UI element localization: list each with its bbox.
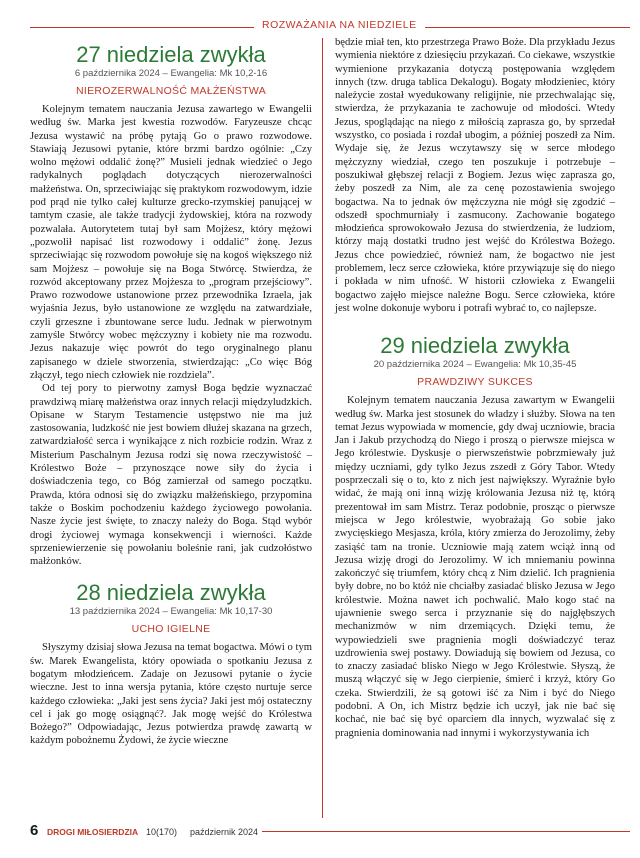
article-28 [30,580,312,747]
left-column [30,42,312,748]
page-footer [30,822,630,842]
article-kicker: NIEROZERWALNOŚĆ MAŁŻEŃSTWA [75,85,266,97]
article-title: 27 niedziela zwykła [76,42,266,67]
article-kicker: UCHO IGIELNE [131,623,211,636]
article-paragraph: Od tej pory to pierwotny zamysł Boga będzie wyznaczać prawdziwą miarę małżeństwa oraz innych relacji międzyludzkich. Opisane w Starym Testamencie ustępstwo nie ma już zastosowania, ludzkość nie jest bowiem dłużej skazana na grzech, zatwardziałość serca i wynikające z nich rozbicie rodzin. Wraz z Misterium Paschalnym Jezusa rodzi się nowa rzeczywistość – Królestwo Boże – przynoszące nowe siły do życia i doświadczenia tego, co Bóg zamierzał od samego początku. Prawda, która odnosi się do związku małżeńskiego, przypomina także o Boskim pochodzeniu każdego życiowego powołania. Nasze życie jest święte, to znaczy należy do Boga. Stąd wybór drogi życiowej wymaga konsekwencji i wierności. Każde sprzeniewierzenie się powołaniu boleśnie rani, jak cudzołóstwo małżonków. [30,383,312,568]
article-paragraph: Kolejnym tematem nauczania Jezusa zawartym w Ewangelii według św. Marka jest stosunek do władzy i służby. Słowa na ten temat Jezus wypowiada w momencie, gdy dwaj uczniowie, bracia Jan i Jakub przychodzą do Niego i proszą o pierwsze miejsca w Jego królestwie. Dyskusje o pierwszeństwie pobrzmiewały już między uczniami, gdy tylko Jezus zszedł z Góry Tabor. Wtedy posprzeczali się o to, kto z nich jest największy. Wyraźnie było widać, że mają oni inną wizję królowania Jezusa niż tę, którą prezentował im sam Mistrz. Teraz podobnie, prosząc o pierwsze miejsca w Jego królestwie, wyobrażają Go sobie jako zwycięskiego Mesjasza, króla, który zmierza do Jerozolimy, żeby zasiąść tam na tronie. Uczniowie mają zatem wciąż inną od Jezusa wizję drogi do Jerozolimy. W ich mniemaniu powinna zakończyć się triumfem, który chcą z Nim dzielić. Ich pragnienia były dobre, no bo któż nie chciałby zasiadać blisko Jezusa w Jego królestwie. Można nawet ich pochwalić. Mało kogo stać na ujawnienie swego serca i przyznanie się do najgłębszych mechanizmów w nim drzemiących. Dzięki temu, że wypowiedzieli swe pragnienia mogli doświadczyć teraz uzdrowienia swej postawy. Dowiadują się bowiem od Jezusa, co to znaczy zasiadać blisko Niego w Jego Królestwie. Słyszą, że muszą włączyć się w Jego cierpienie, śmierć i krzyż, który Go czeka. Stwierdzili, że są gotowi iść za Nim i być do Niego podobni. A On, ich Mistrz będzie ich uczył, jak nie bać się kochać, nie bać się być oparciem dla innych, wyzwalać się z pragnienia dominowania nad innymi i wykorzystywania ich [335,395,615,739]
page-number: 6 [30,822,39,839]
article-27 [30,42,312,568]
article-title: 29 niedziela zwykła [380,333,570,359]
footer-rule [262,831,630,832]
article-subtitle: 13 października 2024 – Ewangelia: Mk 10,17-30 [69,606,273,618]
article-paragraph: Słyszymy dzisiaj słowa Jezusa na temat bogactwa. Mówi o tym św. Marek Ewangelista, który opowiada o spotkaniu Jezusa z bogatym młodzieńcem. Zadaje on Jezusowi pytanie o życie wieczne. Jest to inna wersja pytania, które często nurtuje serce każdego człowieka: „Jaki jest sens życia? Jaki jest mój ostateczny cel i jak go mogę osiągnąć?. Jak mogę wejść do Królestwa Bożego?” Odpowiadając, Jezus potwierdza prawdę zawartą w każdym pobożnemu Żydowi, że życie wieczne [30,642,312,747]
article-title: 28 niedziela zwykła [76,580,266,606]
article-paragraph: Kolejnym tematem nauczania Jezusa zawartego w Ewangelii według św. Marka jest kwestia rozwodów. Faryzeusze chcąc Jezusa wystawić na próbę pytają Go o prawo rozwodowe. Stawiają Jezusowi pytanie, które brzmi bardzo ogólnie: „Czy wolno mężowi oddalić żonę?” Musieli jednak wiedzieć o Jego radykalnych poglądach dotyczących nierozerwalności małżeństwa. On, sprzeciwiając się praktykom rozwodowym, idzie pod prąd nie tylko całej kulturze grecko-rzymskiej panującej w tamtym czasie, ale także tradycji żydowskiej, która na rozwody pozwalała. Autorytetem tutaj był sam Mojżesz, który mężowi „pozwolił napisać list rozwodowy i oddalić” żonę. Jezus sprzeciwiając się rozwodom powołuje się na kogoś większego niż sam Mojżesz – powołuje się na Boga Stwórcę. Stwierdza, że rozwód akceptowany przez Mojżesza to „program przejściowy”. Prawo rozwodowe ustanowione przez przewodnika Izraela, jak wyjaśnia Jezus, było ustanowione ze względu na zatwardziałe, czyli grzeszne i zbuntowane serce ludu. Jednak w pierwotnym zamyśle Stwórcy wobec mężczyzny i kobiety nie ma rozwodu. Jezus nakazuje więc powrót do tego oryginalnego planu zapisanego w dziele stworzenia, stwierdzając: „Co więc Bóg złączył, tego niech człowiek nie rozdziela”. [30,104,312,381]
column-divider [322,38,323,818]
article-subtitle: 20 października 2024 – Ewangelia: Mk 10,35-45 [373,359,577,371]
issue-date: październik 2024 [190,827,259,837]
article-29 [335,333,615,740]
right-column [335,36,615,740]
article-subtitle: 6 października 2024 – Ewangelia: Mk 10,2-16 [74,68,268,79]
article-kicker: PRAWDZIWY SUKCES [417,376,533,389]
section-label: ROZWAŻANIA NA NIEDZIELE [254,19,425,31]
magazine-name: DROGI MIŁOSIERDZIA [47,827,139,837]
spacer [30,568,312,580]
spacer [335,315,615,333]
issue-number: 10(170) [146,827,178,837]
article-paragraph-continued: będzie miał ten, kto przestrzega Prawo Boże. Dla przykładu Jezus wymienia niektóre z dziesięciu przykazań. Co ciekawe, wszystkie wymienione przykazania dotyczą postępowania względem innych (tzw. druga tablica Dekalogu). Bogaty młodzieniec, który należycie został wyedukowany religijnie, nie przechwalając się, stwierdza, że przykazania te zachowuje od młodości. Wtedy Jezus, spoglądając na niego z miłością zaprasza go, by sprzedał wszystko, co posiada i rozdał ubogim, a później poszedł za Nim. Wydaje się, że Jezus wczytawszy się w serce młodego mężczyzny wiedział, czego ten poszukuje i potrzebuje – poszukiwał głębszej relacji z Bogiem. Jezus więc zaprasza go, żeby poszedł za Nim, ale za cenę pozostawienia swojego bogactwa. Na to jednak ów mężczyzna nie mógł się zgodzić – odszedł spochmurniały i zasmucony. Zachowanie bogatego młodzieńca sprowokowało Jezusa do stwierdzenia, że ludziom, którzy mają dostatki trudno jest wejść do Królestwa Bożego. Jezus chce powiedzieć, również nam, że bogactwo nie jest problemem, lecz serce człowieka, które przywiązuje się do niego i pokłada w nim ufność. W historii człowieka z Ewangelii bogactwo zajęło miejsce należne Bogu. Serce człowieka, które jest wolne dokonuje wyboru i potrafi wybrać to, co najlepsze. [335,37,615,314]
